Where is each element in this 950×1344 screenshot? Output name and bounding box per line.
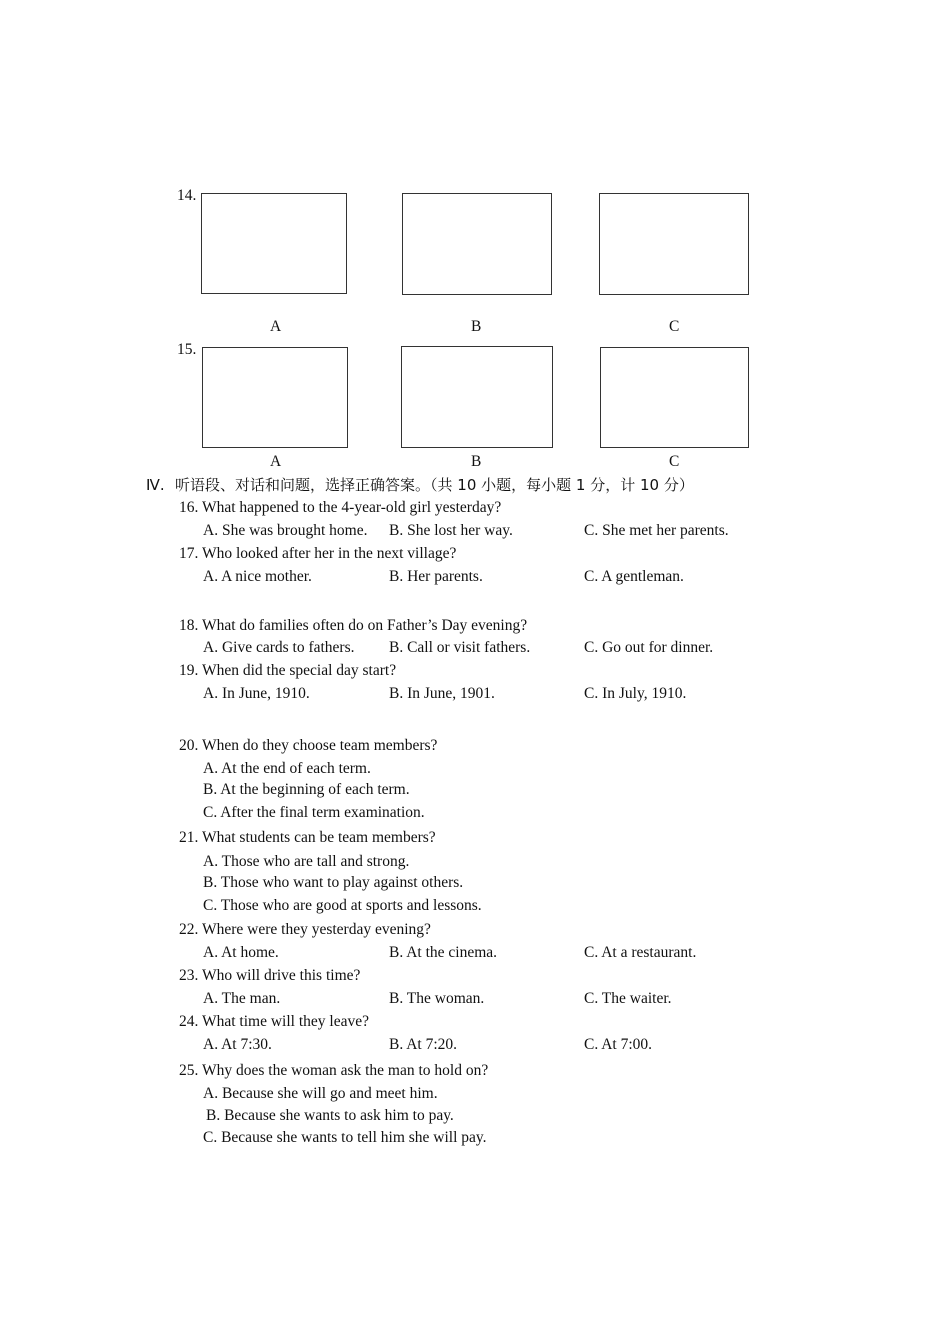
question-text: 22. Where were they yesterday evening?: [179, 921, 431, 938]
option-a: A. A nice mother.: [203, 568, 312, 585]
option-c: C. At a restaurant.: [584, 944, 697, 961]
picture-14-a: [201, 193, 347, 294]
picture-15-a: [202, 347, 348, 448]
option-c: C. The waiter.: [584, 990, 672, 1007]
question-text: 25. Why does the woman ask the man to hold on?: [179, 1062, 489, 1079]
option-c: C. Go out for dinner.: [584, 639, 714, 656]
question-text: 23. Who will drive this time?: [179, 967, 361, 984]
question-text: 18. What do families often do on Father’s Day evening?: [179, 617, 528, 634]
question-number-14: 14.: [177, 187, 197, 204]
option-b: B. Her parents.: [389, 568, 483, 585]
option-a: A. At 7:30.: [203, 1036, 272, 1053]
picture-label-15-b: B: [471, 453, 482, 470]
section-title: 听语段、对话和问题，选择正确答案。（共 10 小题，每小题 1 分，计 10 分）: [175, 476, 694, 494]
picture-15-b: [401, 346, 553, 448]
picture-label-14-b: B: [471, 318, 482, 335]
option-a: A. The man.: [203, 990, 281, 1007]
question-text: 20. When do they choose team members?: [179, 737, 438, 754]
option-a: A. Those who are tall and strong.: [203, 853, 410, 870]
option-c: C. Those who are good at sports and lessons.: [203, 897, 482, 914]
option-b: B. Call or visit fathers.: [389, 639, 531, 656]
picture-14-c: [599, 193, 749, 295]
picture-label-15-c: C: [669, 453, 680, 470]
picture-label-14-c: C: [669, 318, 680, 335]
option-b: B. At 7:20.: [389, 1036, 458, 1053]
option-c: C. She met her parents.: [584, 522, 729, 539]
option-c: C. Because she wants to tell him she will pay.: [203, 1129, 487, 1146]
picture-15-c: [600, 347, 749, 448]
section-numeral: Ⅳ.: [146, 476, 165, 494]
question-text: 24. What time will they leave?: [179, 1013, 369, 1030]
question-text: 16. What happened to the 4-year-old girl yesterday?: [179, 499, 502, 516]
option-b: B. In June, 1901.: [389, 685, 495, 702]
option-a: A. Give cards to fathers.: [203, 639, 355, 656]
option-a: A. She was brought home.: [203, 522, 368, 539]
option-a: A. Because she will go and meet him.: [203, 1085, 438, 1102]
option-b: B. Because she wants to ask him to pay.: [206, 1107, 454, 1124]
option-c: C. At 7:00.: [584, 1036, 653, 1053]
option-b: B. At the cinema.: [389, 944, 498, 961]
option-a: A. At the end of each term.: [203, 760, 371, 777]
option-c: C. In July, 1910.: [584, 685, 687, 702]
option-c: C. A gentleman.: [584, 568, 684, 585]
option-b: B. At the beginning of each term.: [203, 781, 410, 798]
option-a: A. At home.: [203, 944, 279, 961]
picture-label-15-a: A: [270, 453, 282, 470]
option-b: B. Those who want to play against others.: [203, 874, 464, 891]
question-text: 21. What students can be team members?: [179, 829, 436, 846]
question-text: 19. When did the special day start?: [179, 662, 397, 679]
question-text: 17. Who looked after her in the next village?: [179, 545, 457, 562]
option-b: B. She lost her way.: [389, 522, 513, 539]
question-number-15: 15.: [177, 341, 197, 358]
option-a: A. In June, 1910.: [203, 685, 310, 702]
picture-label-14-a: A: [270, 318, 282, 335]
option-c: C. After the final term examination.: [203, 804, 425, 821]
picture-14-b: [402, 193, 552, 295]
option-b: B. The woman.: [389, 990, 485, 1007]
